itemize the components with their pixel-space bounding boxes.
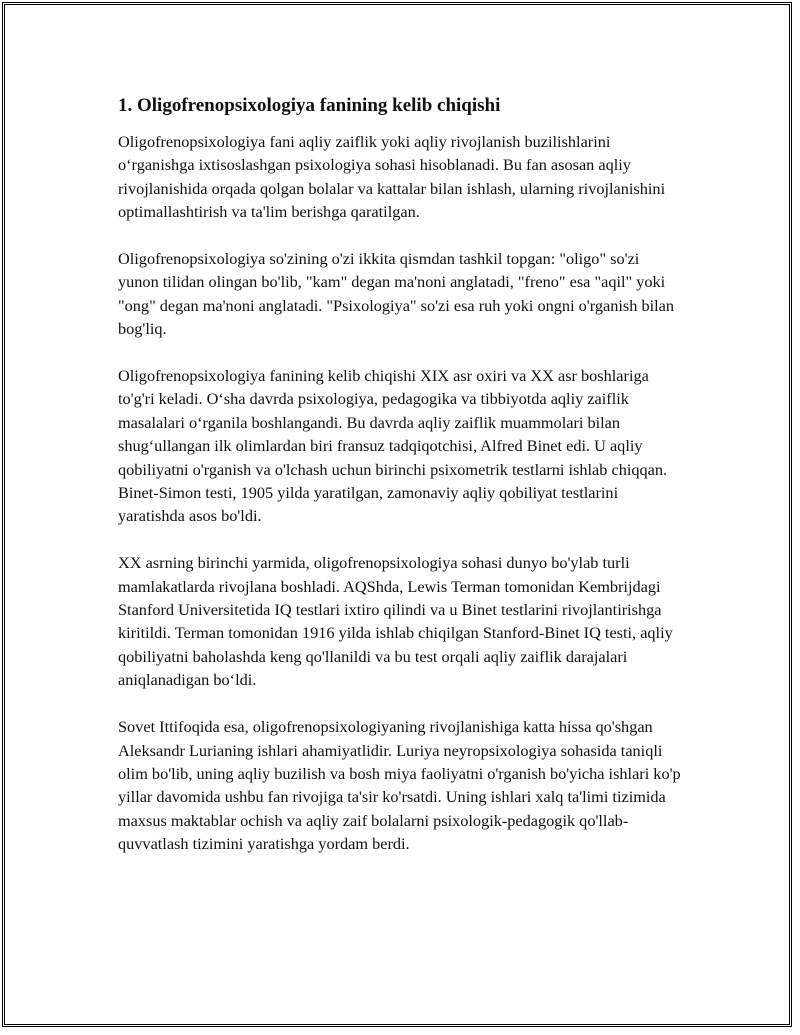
paragraph-2: Oligofrenopsixologiya so'zining o'zi ikkita qismdan tashkil topgan: "oligo" so'zi yunon tilidan olingan bo'lib, "kam" degan ma'noni anglatadi, "freno" esa "aqil" yoki "ong" degan ma'noni anglatadi. "Psixologiya" so'zi esa ruh yoki ongni o'rganish bilan bog'liq.	[118, 249, 675, 339]
section-heading: 1. Oligofrenopsixologiya fanining kelib chiqishi	[118, 95, 501, 116]
paragraph-1: Oligofrenopsixologiya fani aqliy zaiflik yoki aqliy rivojlanish buzilishlarini o‘rganishga ixtisoslashgan psixologiya sohasi hisoblanadi. Bu fan asosan aqliy rivojlanishida orqada qolgan bolalar va kattalar bilan ishlash, ularning rivojlanishini optimallashtirish va ta'lim berishga qaratilgan.	[118, 132, 666, 222]
paragraph-4: XX asrning birinchi yarmida, oligofrenopsixologiya sohasi dunyo bo'ylab turli mamlakatlarda rivojlana boshladi. AQShda, Lewis Terman tomonidan Kembrijdagi Stanford Universitetida IQ testlari ixtiro qilindi va u Binet testlarini rivojlantirishga kiritildi. Terman tomonidan 1916 yilda ishlab chiqilgan Stanford-Binet IQ testi, aqliy qobiliyatni baholashda keng qo'llanildi va bu test orqali aqliy zaiflik darajalari aniqlanadigan bo‘ldi.	[118, 553, 673, 690]
paragraph-3: Oligofrenopsixologiya fanining kelib chiqishi XIX asr oxiri va XX asr boshlariga to'g'ri keladi. O‘sha davrda psixologiya, pedagogika va tibbiyotda aqliy zaiflik masalalari o‘rganila boshlangandi. Bu davrda aqliy zaiflik muammolari bilan shug‘ullangan ilk olimlardan biri fransuz tadqiqotchisi, Alfred Binet edi. U aqliy qobiliyatni o'rganish va o'lchash uchun birinchi psixometrik testlarni ishlab chiqqan. Binet-Simon testi, 1905 yilda yaratilgan, zamonaviy aqliy qobiliyat testlarini yaratishda asos bo'ldi.	[118, 366, 668, 526]
document-body	[118, 94, 684, 879]
paragraph-5: Sovet Ittifoqida esa, oligofrenopsixologiyaning rivojlanishiga katta hissa qo'shgan Aleksandr Lurianing ishlari ahamiyatlidir. Luriya neyropsixologiya sohasida taniqli olim bo'lib, uning aqliy buzilish va bosh miya faoliyatni o'rganish bo'yicha ishlari ko'p yillar davomida ushbu fan rivojiga ta'sir ko'rsatdi. Uning ishlari xalq ta'limi tizimida maxsus maktablar ochish va aqliy zaif bolalarni psixologik-pedagogik qo'llab-quvvatlash tizimini yaratishga yordam berdi.	[118, 717, 681, 854]
